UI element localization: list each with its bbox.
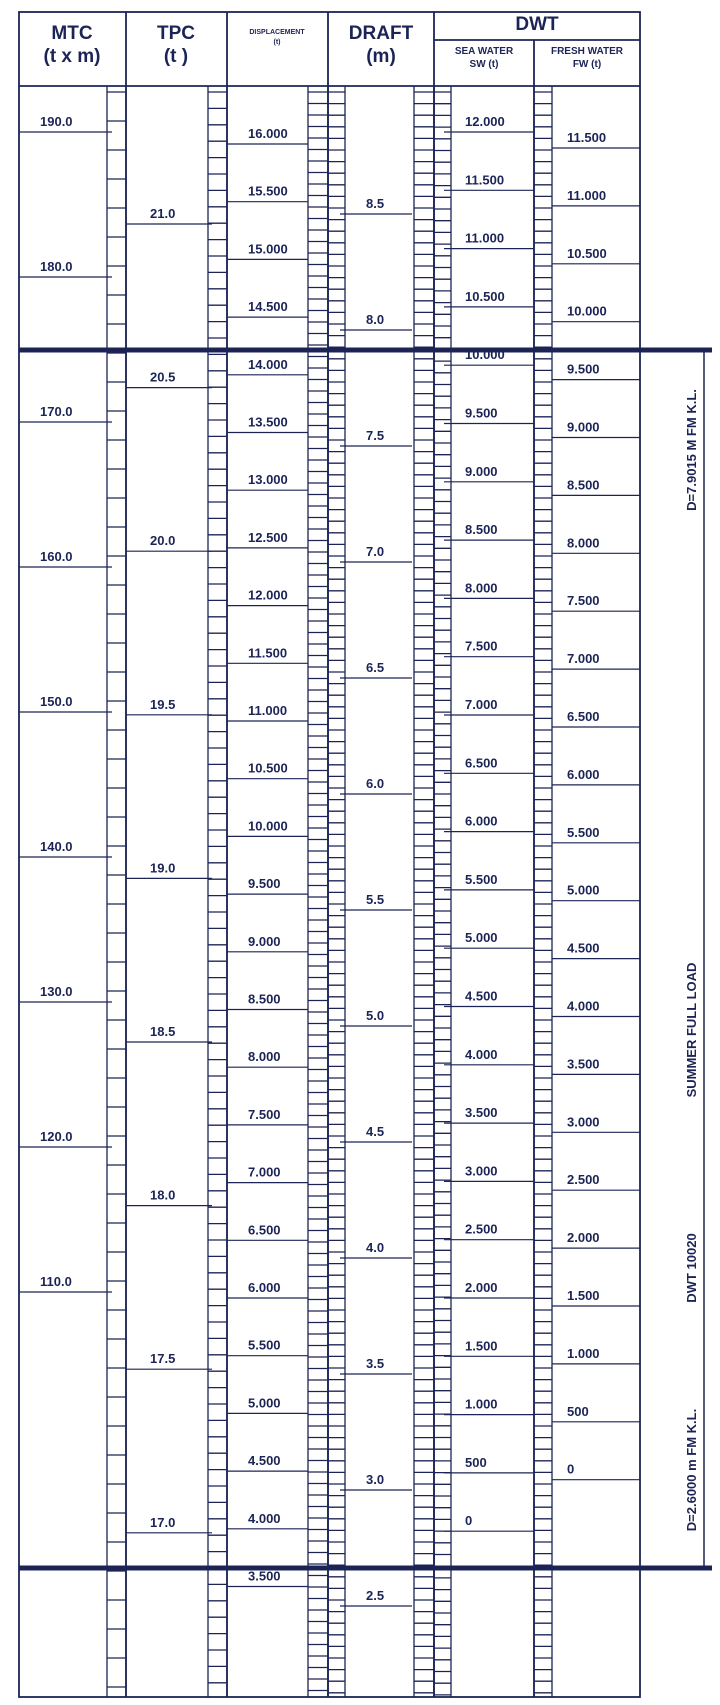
- sea-water-value-label: 7.000: [465, 697, 498, 712]
- table-grid: [19, 12, 640, 1697]
- mtc-value-label: 160.0: [40, 549, 73, 564]
- mtc-value-label: 110.0: [40, 1274, 72, 1289]
- fresh-water-value-label: 8.000: [567, 535, 600, 551]
- fresh-water-value-label: 2.000: [567, 1230, 600, 1246]
- summer-full-load-label: SUMMER FULL LOAD: [684, 962, 699, 1098]
- sea-water-value-label: 10.000: [465, 347, 505, 363]
- draft-value-label: 5.0: [366, 1008, 385, 1023]
- fresh-water-value-label: 6.500: [567, 709, 600, 724]
- displacement-value-label: 7.000: [248, 1164, 281, 1180]
- fresh-water-value-label: 3.000: [567, 1114, 600, 1130]
- fresh-water-value-label: 4.500: [567, 940, 600, 956]
- displacement-value-label: 7.500: [248, 1106, 281, 1122]
- table-header: [44, 14, 624, 70]
- sea-water-header: SEA WATER: [454, 46, 514, 57]
- sea-water-ladder: [434, 86, 451, 1697]
- fresh-water-value-label: 6.000: [567, 766, 600, 782]
- fresh-water-value-label: 3.500: [567, 1056, 600, 1072]
- sea-water-value-label: 1.000: [465, 1396, 498, 1412]
- sea-water-value-label: 1.500: [465, 1338, 498, 1354]
- draft-value-label: 7.0: [366, 544, 385, 559]
- displacement-value-label: 11.500: [248, 645, 288, 661]
- tpc-value-label: 19.5: [150, 696, 176, 712]
- sea-water-value-label: 7.500: [465, 638, 498, 654]
- fresh-water-value-label: 9.500: [567, 361, 600, 377]
- displacement-value-label: 14.500: [248, 299, 288, 315]
- draft-value-label: 3.0: [366, 1472, 385, 1487]
- draft-header-title: DRAFT: [348, 23, 414, 44]
- mtc-value-label: 150.0: [40, 694, 73, 709]
- displacement-value-label: 4.500: [248, 1453, 281, 1469]
- fresh-water-value-label: 11.500: [567, 130, 607, 145]
- sea-water-value-label: 9.500: [465, 405, 498, 421]
- tpc-value-label: 17.0: [150, 1514, 176, 1530]
- tpc-header-title: TPC: [157, 23, 195, 44]
- displacement-value-label: 15.000: [248, 241, 288, 257]
- sea-water-value-label: 4.500: [465, 988, 498, 1004]
- sea-water-value-label: 5.500: [465, 871, 498, 887]
- fresh-water-value-label: 5.500: [567, 824, 600, 840]
- sea-water-value-label: 500: [465, 1454, 487, 1470]
- displacement-value-label: 5.000: [248, 1395, 281, 1411]
- fresh-water-value-label: 1.000: [567, 1345, 600, 1361]
- sea-water-value-label: 10.500: [465, 288, 505, 304]
- lower-draft-label: D=2.6000 m FM K.L.: [684, 1408, 699, 1532]
- fresh-water-value-label: 11.000: [567, 187, 607, 203]
- displacement-value-label: 6.000: [248, 1280, 281, 1295]
- tpc-ladder: [208, 86, 227, 1697]
- displacement-value-label: 9.000: [248, 933, 281, 949]
- displacement-value-label: 10.500: [248, 760, 288, 776]
- displacement-value-label: 13.000: [248, 472, 288, 488]
- displacement-value-label: 3.500: [248, 1568, 281, 1584]
- fresh-water-value-label: 5.000: [567, 882, 600, 898]
- mtc-ladder: [107, 86, 126, 1697]
- side-labels: [684, 389, 699, 1531]
- fresh-water-value-label: 2.500: [567, 1172, 600, 1188]
- displacement-value-label: 6.500: [248, 1222, 281, 1238]
- sea-water-unit: SW (t): [469, 59, 499, 70]
- sea-water-value-label: 4.000: [465, 1046, 498, 1062]
- mtc-header-title: MTC: [51, 23, 93, 44]
- draft-value-label: 7.5: [366, 428, 385, 443]
- draft-ladder-left: [328, 86, 345, 1697]
- sea-water-value-label: 6.000: [465, 813, 498, 829]
- outer-frame: [19, 12, 640, 1697]
- draft-value-label: 2.5: [366, 1588, 385, 1603]
- tpc-value-label: 18.5: [150, 1024, 176, 1039]
- displacement-value-label: 10.000: [248, 818, 288, 834]
- displacement-value-label: 11.000: [248, 703, 288, 718]
- draft-ladder-right: [414, 86, 434, 1697]
- draft-header-unit: (m): [366, 46, 396, 67]
- draft-value-label: 3.5: [366, 1356, 385, 1371]
- fresh-water-value-label: 10.000: [567, 303, 607, 319]
- displacement-value-label: 12.000: [248, 587, 288, 603]
- displacement-value-label: 4.000: [248, 1510, 281, 1526]
- sea-water-value-label: 12.000: [465, 114, 505, 129]
- tpc-header-unit: (t ): [163, 46, 189, 67]
- displacement-value-label: 16.000: [248, 126, 288, 141]
- sea-water-value-label: 11.500: [465, 172, 505, 188]
- tpc-value-label: 17.5: [150, 1351, 176, 1367]
- fresh-water-value-label: 7.500: [567, 593, 600, 609]
- fresh-water-value-label: 1.500: [567, 1288, 600, 1303]
- draft-value-label: 8.5: [366, 196, 385, 211]
- mtc-value-label: 190.0: [40, 114, 73, 129]
- mtc-value-label: 140.0: [40, 839, 73, 854]
- sea-water-value-label: 2.500: [465, 1221, 498, 1237]
- draft-value-label: 6.0: [366, 776, 385, 791]
- sea-water-value-label: 11.000: [465, 230, 505, 246]
- fresh-water-ladder: [534, 86, 552, 1697]
- draft-value-label: 6.5: [366, 660, 385, 675]
- sea-water-value-label: 3.500: [465, 1105, 498, 1121]
- sea-water-value-label: 8.000: [465, 580, 498, 596]
- sea-water-value-label: 2.000: [465, 1280, 498, 1295]
- mtc-value-label: 170.0: [40, 404, 73, 419]
- displacement-value-label: 9.500: [248, 876, 281, 892]
- draft-value-label: 8.0: [366, 312, 385, 327]
- fresh-water-value-label: 10.500: [567, 245, 607, 261]
- tpc-value-label: 20.5: [150, 369, 176, 385]
- tpc-value-label: 18.0: [150, 1187, 176, 1203]
- sea-water-value-label: 8.500: [465, 522, 498, 538]
- displacement-value-label: 8.500: [248, 991, 281, 1007]
- tpc-value-label: 21.0: [150, 206, 176, 221]
- mtc-value-label: 180.0: [40, 259, 73, 274]
- fresh-water-unit: FW (t): [572, 59, 602, 70]
- sea-water-value-label: 0: [465, 1513, 473, 1529]
- fresh-water-value-label: 9.000: [567, 419, 600, 435]
- dwt-total-label: DWT 10020: [684, 1233, 699, 1303]
- displacement-value-label: 14.000: [248, 356, 288, 372]
- sea-water-value-label: 9.000: [465, 463, 498, 479]
- draft-value-label: 5.5: [366, 892, 385, 907]
- fresh-water-value-label: 4.000: [567, 998, 600, 1014]
- draft-value-label: 4.5: [366, 1124, 385, 1139]
- fresh-water-value-label: 8.500: [567, 477, 600, 493]
- dwt-header-title: DWT: [515, 14, 559, 35]
- displacement-value-label: 15.500: [248, 183, 288, 199]
- fresh-water-value-label: 500: [567, 1403, 589, 1419]
- displacement-value-label: 8.000: [248, 1049, 281, 1065]
- fresh-water-header: FRESH WATER: [550, 46, 624, 57]
- tpc-value-label: 20.0: [150, 533, 176, 549]
- mtc-header-unit: (t x m): [43, 46, 101, 67]
- tpc-value-label: 19.0: [150, 860, 176, 876]
- upper-draft-label: D=7.9015 M FM K.L.: [684, 389, 699, 511]
- draft-value-label: 4.0: [366, 1240, 385, 1255]
- mtc-value-label: 130.0: [40, 984, 73, 999]
- fresh-water-value-label: 0: [567, 1461, 575, 1477]
- mtc-value-label: 120.0: [40, 1129, 73, 1144]
- fresh-water-value-label: 7.000: [567, 651, 600, 667]
- displacement-value-label: 12.500: [248, 529, 288, 545]
- value-underlines: [19, 132, 640, 1705]
- sea-water-value-label: 5.000: [465, 930, 498, 946]
- sea-water-value-label: 6.500: [465, 755, 498, 771]
- sea-water-value-label: 3.000: [465, 1163, 498, 1179]
- displacement-header-title: DISPLACEMENT: [249, 29, 305, 36]
- displacement-value-label: 13.500: [248, 414, 288, 430]
- displacement-header-unit: (t): [273, 39, 281, 46]
- displacement-value-label: 5.500: [248, 1337, 281, 1353]
- displacement-ladder: [308, 86, 328, 1697]
